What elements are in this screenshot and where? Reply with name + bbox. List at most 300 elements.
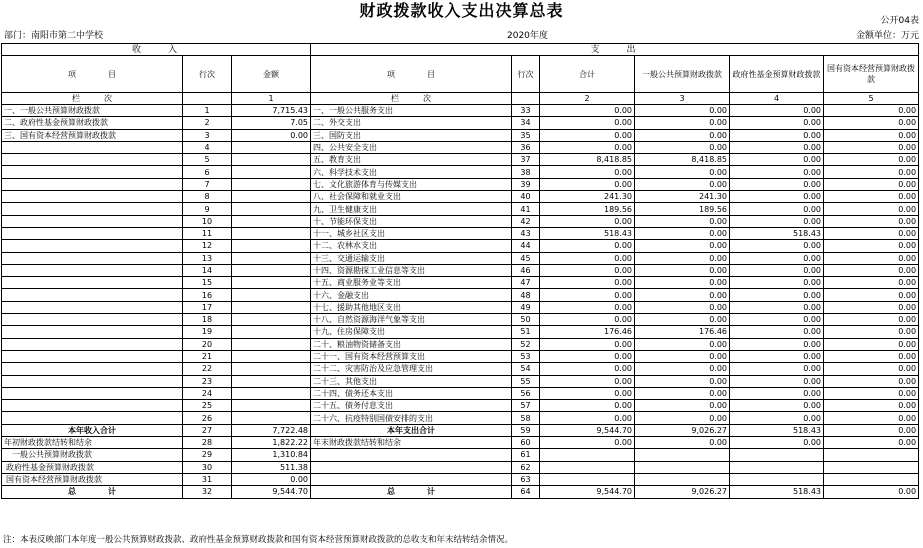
expense-line-no: 41 xyxy=(512,203,540,215)
income-item-header: 项 目 xyxy=(2,56,183,93)
grand-income-label: 总 计 xyxy=(2,486,183,498)
expense-capital: 0.00 xyxy=(824,117,919,129)
expense-general: 0.00 xyxy=(635,178,730,190)
income-amount xyxy=(232,166,311,178)
budget-table xyxy=(1,43,919,499)
income-item xyxy=(2,191,183,203)
expense-line-no: 38 xyxy=(512,166,540,178)
expense-general: 0.00 xyxy=(635,400,730,412)
income-amount xyxy=(232,338,311,350)
income-item xyxy=(2,326,183,338)
expense-fund: 0.00 xyxy=(730,400,824,412)
expense-line-no: 34 xyxy=(512,117,540,129)
expense-total: 176.46 xyxy=(540,326,635,338)
expense-item: 二十四、债务还本支出 xyxy=(311,387,512,399)
column-4: 4 xyxy=(730,93,824,105)
expense-fund: 0.00 xyxy=(730,363,824,375)
expense-item: 五、教育支出 xyxy=(311,154,512,166)
expense-item: 二十六、抗疫特别国债安排的支出 xyxy=(311,412,512,424)
expense-total: 0.00 xyxy=(540,178,635,190)
income-line-no: 19 xyxy=(183,326,232,338)
expense-capital: 0.00 xyxy=(824,203,919,215)
expense-total-no: 59 xyxy=(512,424,540,436)
income-line-no: 26 xyxy=(183,412,232,424)
expense-item: 三、国防支出 xyxy=(311,129,512,141)
expense-line-no: 47 xyxy=(512,277,540,289)
table-row xyxy=(2,203,919,215)
expense-item: 十八、自然资源海洋气象等支出 xyxy=(311,314,512,326)
expense-item: 十二、农林水支出 xyxy=(311,240,512,252)
expense-capital: 0.00 xyxy=(824,129,919,141)
balance-row xyxy=(2,437,919,449)
income-item xyxy=(2,227,183,239)
income-item xyxy=(2,240,183,252)
header-row-2 xyxy=(2,56,919,93)
income-item xyxy=(2,400,183,412)
sub2-no: 30 xyxy=(183,461,232,473)
expense-general: 0.00 xyxy=(635,240,730,252)
sub2-label: 政府性基金预算财政拨款 xyxy=(2,461,183,473)
expense-fund: 0.00 xyxy=(730,338,824,350)
income-line-no: 24 xyxy=(183,387,232,399)
expense-total: 0.00 xyxy=(540,215,635,227)
income-line-no: 13 xyxy=(183,252,232,264)
expense-general: 0.00 xyxy=(635,141,730,153)
expense-item-header: 项 目 xyxy=(311,56,512,93)
table-row xyxy=(2,301,919,313)
expense-fund: 0.00 xyxy=(730,178,824,190)
expense-total: 0.00 xyxy=(540,141,635,153)
sub2-amount: 511.38 xyxy=(232,461,311,473)
sub3-expense-no: 63 xyxy=(512,473,540,485)
column-2: 2 xyxy=(540,93,635,105)
expense-fund: 0.00 xyxy=(730,264,824,276)
expense-item: 六、科学技术支出 xyxy=(311,166,512,178)
income-line-no: 17 xyxy=(183,301,232,313)
grand-income-amount: 9,544.70 xyxy=(232,486,311,498)
expense-fund: 0.00 xyxy=(730,117,824,129)
expense-line-no: 46 xyxy=(512,264,540,276)
expense-capital: 0.00 xyxy=(824,240,919,252)
expense-item: 十一、城乡社区支出 xyxy=(311,227,512,239)
grand-expense-general: 9,026.27 xyxy=(635,486,730,498)
income-amount xyxy=(232,375,311,387)
column-5: 5 xyxy=(824,93,919,105)
year-label: 2020年度 xyxy=(507,31,548,41)
expense-line-no: 51 xyxy=(512,326,540,338)
table-row xyxy=(2,227,919,239)
grand-expense-label: 总 计 xyxy=(311,486,512,498)
income-item xyxy=(2,363,183,375)
footnote: 注：本表反映部门本年度一般公共预算财政拨款、政府性基金预算财政拨款和国有资本经营预算财政拨款的总收支和年末结转结余情况。 xyxy=(3,535,514,545)
expense-fund: 0.00 xyxy=(730,387,824,399)
grand-total-row xyxy=(2,486,919,498)
income-line-no: 12 xyxy=(183,240,232,252)
income-line-no: 9 xyxy=(183,203,232,215)
income-line-no: 23 xyxy=(183,375,232,387)
expense-fund: 0.00 xyxy=(730,154,824,166)
expense-general: 0.00 xyxy=(635,166,730,178)
expense-item: 二、外交支出 xyxy=(311,117,512,129)
expense-capital: 0.00 xyxy=(824,178,919,190)
expense-capital: 0.00 xyxy=(824,400,919,412)
expense-item: 十、节能环保支出 xyxy=(311,215,512,227)
expense-general: 8,418.85 xyxy=(635,154,730,166)
income-item xyxy=(2,215,183,227)
expense-fund: 0.00 xyxy=(730,301,824,313)
income-amount xyxy=(232,141,311,153)
end-balance-capital: 0.00 xyxy=(824,437,919,449)
grand-expense-fund: 518.43 xyxy=(730,486,824,498)
income-header: 收 入 xyxy=(2,44,311,56)
expense-total: 518.43 xyxy=(540,227,635,239)
expense-general: 0.00 xyxy=(635,289,730,301)
expense-total: 0.00 xyxy=(540,264,635,276)
table-row xyxy=(2,400,919,412)
expense-general: 0.00 xyxy=(635,412,730,424)
table-row xyxy=(2,289,919,301)
income-column-label: 栏 次 xyxy=(2,93,183,105)
expense-general: 0.00 xyxy=(635,252,730,264)
end-balance-general: 0.00 xyxy=(635,437,730,449)
expense-fund: 0.00 xyxy=(730,215,824,227)
expense-fund: 0.00 xyxy=(730,289,824,301)
expense-general: 0.00 xyxy=(635,301,730,313)
begin-balance-amount: 1,822.22 xyxy=(232,437,311,449)
expense-total: 0.00 xyxy=(540,412,635,424)
income-amount xyxy=(232,314,311,326)
sub2-expense-no: 62 xyxy=(512,461,540,473)
table-row xyxy=(2,264,919,276)
expense-line-no: 52 xyxy=(512,338,540,350)
income-item xyxy=(2,277,183,289)
expense-total: 0.00 xyxy=(540,363,635,375)
income-item xyxy=(2,166,183,178)
income-amount xyxy=(232,264,311,276)
expense-capital: 0.00 xyxy=(824,191,919,203)
income-item xyxy=(2,178,183,190)
income-amount xyxy=(232,301,311,313)
expense-general: 189.56 xyxy=(635,203,730,215)
expense-general: 0.00 xyxy=(635,215,730,227)
income-item xyxy=(2,338,183,350)
table-row xyxy=(2,387,919,399)
expense-total-general: 9,026.27 xyxy=(635,424,730,436)
expense-general: 0.00 xyxy=(635,387,730,399)
expense-general: 0.00 xyxy=(635,277,730,289)
end-balance-label: 年末财政拨款结转和结余 xyxy=(311,437,512,449)
expense-fund: 0.00 xyxy=(730,203,824,215)
income-amount xyxy=(232,178,311,190)
income-item xyxy=(2,375,183,387)
income-item xyxy=(2,141,183,153)
income-amount xyxy=(232,412,311,424)
expense-general: 0.00 xyxy=(635,105,730,117)
table-row xyxy=(2,178,919,190)
expense-capital: 0.00 xyxy=(824,363,919,375)
expense-line-no: 37 xyxy=(512,154,540,166)
income-amount xyxy=(232,400,311,412)
income-line-no: 4 xyxy=(183,141,232,153)
income-line-no: 2 xyxy=(183,117,232,129)
income-line-no: 1 xyxy=(183,105,232,117)
income-item: 一、一般公共预算财政拨款 xyxy=(2,105,183,117)
expense-line-no: 35 xyxy=(512,129,540,141)
expense-line-no: 49 xyxy=(512,301,540,313)
income-line-no: 11 xyxy=(183,227,232,239)
income-amount xyxy=(232,240,311,252)
income-item xyxy=(2,387,183,399)
income-amount xyxy=(232,326,311,338)
expense-total: 0.00 xyxy=(540,338,635,350)
page-title: 财政拨款收入支出决算总表 xyxy=(359,1,564,20)
income-amount xyxy=(232,387,311,399)
expense-fund: 0.00 xyxy=(730,277,824,289)
income-item xyxy=(2,350,183,362)
expense-general: 0.00 xyxy=(635,264,730,276)
table-row xyxy=(2,129,919,141)
expense-capital: 0.00 xyxy=(824,412,919,424)
expense-total: 0.00 xyxy=(540,289,635,301)
expense-item: 二十三、其他支出 xyxy=(311,375,512,387)
expense-line-no: 39 xyxy=(512,178,540,190)
table-row xyxy=(2,105,919,117)
income-item xyxy=(2,154,183,166)
expense-item: 一、一般公共服务支出 xyxy=(311,105,512,117)
expense-total: 0.00 xyxy=(540,166,635,178)
expense-item: 八、社会保障和就业支出 xyxy=(311,191,512,203)
sub1-label: 一般公共预算财政拨款 xyxy=(2,449,183,461)
table-row xyxy=(2,277,919,289)
expense-line-header: 行次 xyxy=(512,56,540,93)
expense-line-no: 42 xyxy=(512,215,540,227)
expense-fund: 0.00 xyxy=(730,191,824,203)
total-row xyxy=(2,424,919,436)
income-line-no: 25 xyxy=(183,400,232,412)
income-line-no: 8 xyxy=(183,191,232,203)
sub1-no: 29 xyxy=(183,449,232,461)
expense-general: 0.00 xyxy=(635,117,730,129)
sub-row-1 xyxy=(2,449,919,461)
expense-general: 0.00 xyxy=(635,227,730,239)
expense-capital: 0.00 xyxy=(824,215,919,227)
expense-fund: 518.43 xyxy=(730,227,824,239)
expense-line-no: 43 xyxy=(512,227,540,239)
expense-fund: 0.00 xyxy=(730,350,824,362)
expense-item: 四、公共安全支出 xyxy=(311,141,512,153)
expense-item: 十七、援助其他地区支出 xyxy=(311,301,512,313)
expense-item: 二十一、国有资本经营预算支出 xyxy=(311,350,512,362)
expense-capital: 0.00 xyxy=(824,154,919,166)
expense-line-no: 50 xyxy=(512,314,540,326)
expense-total: 0.00 xyxy=(540,129,635,141)
expense-general: 0.00 xyxy=(635,363,730,375)
expense-total: 0.00 xyxy=(540,387,635,399)
expense-total: 0.00 xyxy=(540,252,635,264)
income-amount xyxy=(232,203,311,215)
expense-fund: 0.00 xyxy=(730,252,824,264)
expense-capital: 0.00 xyxy=(824,166,919,178)
table-row xyxy=(2,191,919,203)
table-row xyxy=(2,240,919,252)
unit-label: 金额单位：万元 xyxy=(855,31,919,41)
expense-fund: 0.00 xyxy=(730,375,824,387)
end-balance-fund: 0.00 xyxy=(730,437,824,449)
table-row xyxy=(2,252,919,264)
income-line-no: 7 xyxy=(183,178,232,190)
expense-total: 8,418.85 xyxy=(540,154,635,166)
general-budget-header: 一般公共预算财政拨款 xyxy=(635,56,730,93)
expense-capital: 0.00 xyxy=(824,350,919,362)
table-row xyxy=(2,326,919,338)
table-row xyxy=(2,412,919,424)
table-row xyxy=(2,363,919,375)
expense-total: 0.00 xyxy=(540,301,635,313)
grand-expense-no: 64 xyxy=(512,486,540,498)
sub1-expense-no: 61 xyxy=(512,449,540,461)
expense-fund: 0.00 xyxy=(730,129,824,141)
expense-total: 0.00 xyxy=(540,105,635,117)
expense-line-no: 48 xyxy=(512,289,540,301)
expense-line-no: 57 xyxy=(512,400,540,412)
sub-row-2 xyxy=(2,461,919,473)
income-item xyxy=(2,203,183,215)
expense-total: 241.30 xyxy=(540,191,635,203)
expense-item: 十五、商业服务业等支出 xyxy=(311,277,512,289)
expense-item: 九、卫生健康支出 xyxy=(311,203,512,215)
grand-expense-total: 9,544.70 xyxy=(540,486,635,498)
table-row xyxy=(2,141,919,153)
table-row xyxy=(2,350,919,362)
expense-capital: 0.00 xyxy=(824,314,919,326)
sub3-amount: 0.00 xyxy=(232,473,311,485)
expense-fund: 0.00 xyxy=(730,141,824,153)
column-3: 3 xyxy=(635,93,730,105)
expense-line-no: 55 xyxy=(512,375,540,387)
table-row xyxy=(2,117,919,129)
expense-capital: 0.00 xyxy=(824,264,919,276)
sub-row-3 xyxy=(2,473,919,485)
expense-item: 十六、金融支出 xyxy=(311,289,512,301)
department-label: 部门：南阳市第二中学校 xyxy=(4,31,104,41)
expense-total: 0.00 xyxy=(540,240,635,252)
expense-general: 241.30 xyxy=(635,191,730,203)
sub3-label: 国有资本经营预算财政拨款 xyxy=(2,473,183,485)
income-line-no: 5 xyxy=(183,154,232,166)
income-line-no: 18 xyxy=(183,314,232,326)
sub3-no: 31 xyxy=(183,473,232,485)
income-item xyxy=(2,252,183,264)
expense-capital: 0.00 xyxy=(824,252,919,264)
expense-total: 189.56 xyxy=(540,203,635,215)
table-row xyxy=(2,314,919,326)
income-amount xyxy=(232,350,311,362)
expense-total: 0.00 xyxy=(540,350,635,362)
expense-general: 176.46 xyxy=(635,326,730,338)
income-amount xyxy=(232,227,311,239)
income-amount: 0.00 xyxy=(232,129,311,141)
expense-general: 0.00 xyxy=(635,129,730,141)
income-line-no: 15 xyxy=(183,277,232,289)
sub1-amount: 1,310.84 xyxy=(232,449,311,461)
expense-capital: 0.00 xyxy=(824,375,919,387)
income-amount xyxy=(232,191,311,203)
expense-line-no: 53 xyxy=(512,350,540,362)
expense-total-header: 合计 xyxy=(540,56,635,93)
income-item xyxy=(2,289,183,301)
income-amount xyxy=(232,252,311,264)
expense-fund: 0.00 xyxy=(730,240,824,252)
income-line-no: 16 xyxy=(183,289,232,301)
expense-general: 0.00 xyxy=(635,314,730,326)
expense-general: 0.00 xyxy=(635,375,730,387)
income-total-no: 27 xyxy=(183,424,232,436)
expense-total: 0.00 xyxy=(540,375,635,387)
expense-general: 0.00 xyxy=(635,350,730,362)
expense-item: 七、文化旅游体育与传媒支出 xyxy=(311,178,512,190)
income-item: 二、政府性基金预算财政拨款 xyxy=(2,117,183,129)
expense-total-label: 本年支出合计 xyxy=(311,424,512,436)
expense-item: 二十二、灾害防治及应急管理支出 xyxy=(311,363,512,375)
gov-fund-header: 政府性基金预算财政拨款 xyxy=(730,56,824,93)
income-item xyxy=(2,264,183,276)
expense-capital: 0.00 xyxy=(824,326,919,338)
table-row xyxy=(2,166,919,178)
expense-item: 十四、资源勘探工业信息等支出 xyxy=(311,264,512,276)
income-amount xyxy=(232,215,311,227)
doc-code: 公开04表 xyxy=(880,16,919,26)
expense-total-capital: 0.00 xyxy=(824,424,919,436)
expense-line-no: 40 xyxy=(512,191,540,203)
income-amount xyxy=(232,277,311,289)
income-total-label: 本年收入合计 xyxy=(2,424,183,436)
expense-general: 0.00 xyxy=(635,338,730,350)
expense-capital: 0.00 xyxy=(824,227,919,239)
income-line-no: 3 xyxy=(183,129,232,141)
begin-balance-label: 年初财政拨款结转和结余 xyxy=(2,437,183,449)
income-amount: 7.05 xyxy=(232,117,311,129)
income-line-no: 14 xyxy=(183,264,232,276)
table-row xyxy=(2,154,919,166)
end-balance-total: 0.00 xyxy=(540,437,635,449)
expense-capital: 0.00 xyxy=(824,141,919,153)
expense-total: 0.00 xyxy=(540,117,635,129)
expense-capital: 0.00 xyxy=(824,105,919,117)
expense-capital: 0.00 xyxy=(824,387,919,399)
expense-fund: 0.00 xyxy=(730,166,824,178)
expense-line-no: 54 xyxy=(512,363,540,375)
expense-capital: 0.00 xyxy=(824,301,919,313)
income-amount xyxy=(232,363,311,375)
table-row xyxy=(2,215,919,227)
meta-row xyxy=(0,30,923,42)
income-line-no: 21 xyxy=(183,350,232,362)
income-amount-header: 金额 xyxy=(232,56,311,93)
expense-column-label: 栏 次 xyxy=(311,93,512,105)
expense-line-no: 58 xyxy=(512,412,540,424)
table-row xyxy=(2,338,919,350)
expense-capital: 0.00 xyxy=(824,289,919,301)
expense-line-no: 45 xyxy=(512,252,540,264)
expense-fund: 0.00 xyxy=(730,314,824,326)
income-item xyxy=(2,301,183,313)
expense-total: 0.00 xyxy=(540,314,635,326)
expense-fund: 0.00 xyxy=(730,105,824,117)
grand-expense-capital: 0.00 xyxy=(824,486,919,498)
income-line-no: 22 xyxy=(183,363,232,375)
income-item: 三、国有资本经营预算财政拨款 xyxy=(2,129,183,141)
expense-capital: 0.00 xyxy=(824,277,919,289)
